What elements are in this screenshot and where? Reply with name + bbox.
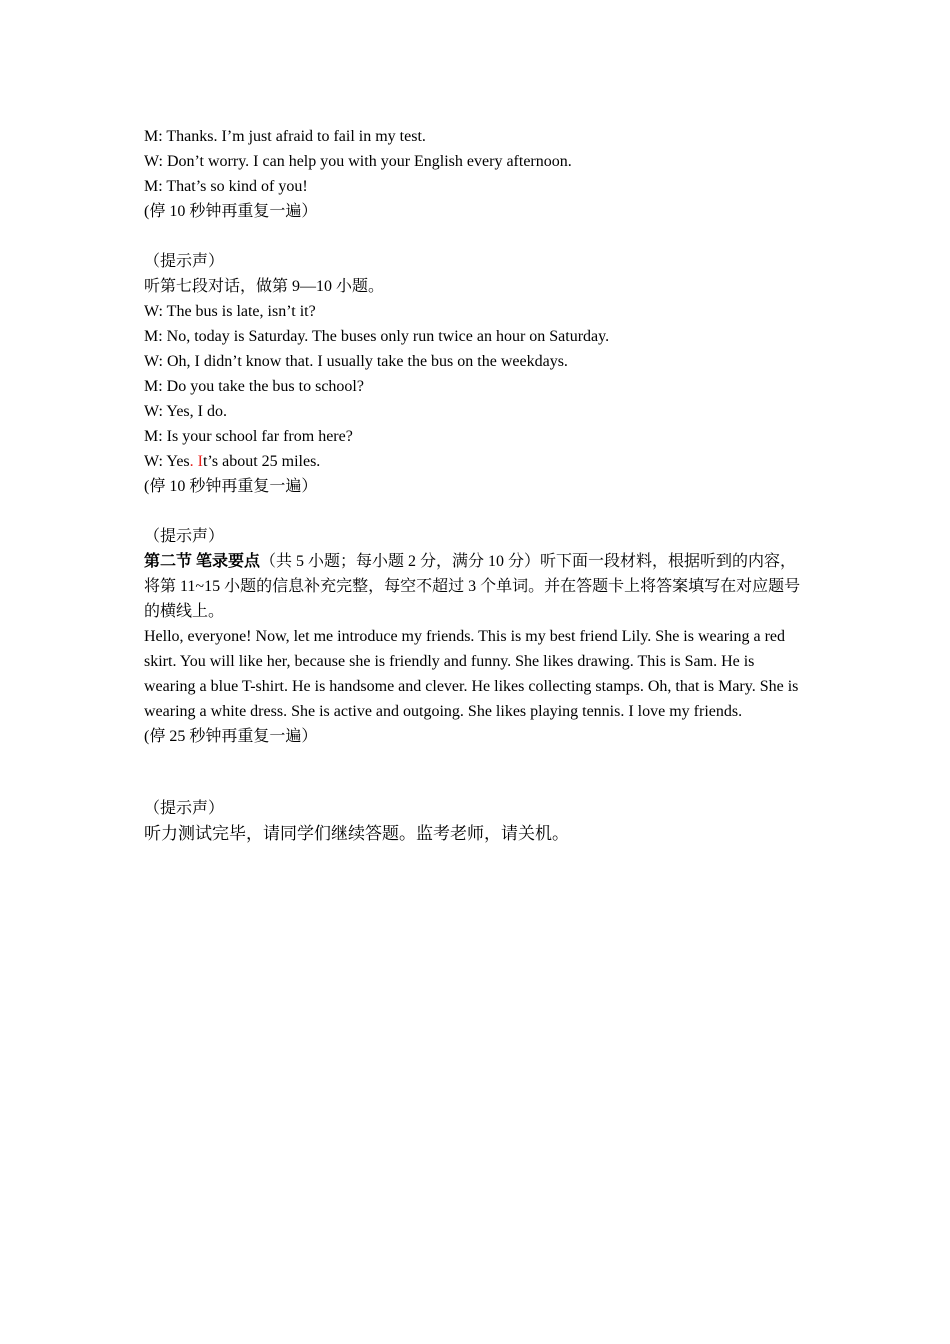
spacer: [144, 224, 809, 249]
dialogue-line: M: No, today is Saturday. The buses only run twice an hour on Saturday.: [144, 328, 610, 345]
dialogue-line: W: Oh, I didn’t know that. I usually take the bus on the weekdays.: [144, 353, 568, 370]
red-highlight: . I: [189, 453, 203, 470]
dialogue-line: W: Yes, I do.: [144, 403, 227, 420]
dialogue-line: M: That’s so kind of you!: [144, 178, 308, 195]
line-prefix: W: Yes: [144, 453, 190, 470]
closing-announcement: 听力测试完毕，请同学们继续答题。监考老师，请关机。: [144, 824, 569, 844]
pause-instruction: (停 10 秒钟再重复一遍）: [144, 203, 318, 220]
dialogue-line: M: Do you take the bus to school?: [144, 378, 364, 395]
dialogue-line: [144, 449, 809, 474]
dialogue-intro: 听第七段对话，做第 9—10 小题。: [144, 278, 385, 295]
dialogue-line: M: Is your school far from here?: [144, 428, 353, 445]
pause-instruction: (停 25 秒钟再重复一遍）: [144, 728, 318, 745]
section-heading: 第二节 笔录要点: [144, 553, 261, 570]
spacer: [144, 749, 809, 796]
section-instructions: [144, 549, 809, 624]
dialogue-line: W: Don’t worry. I can help you with your English every afternoon.: [144, 153, 572, 170]
spacer: [144, 499, 809, 524]
beep-cue: （提示声）: [144, 253, 225, 270]
dialogue-line: M: Thanks. I’m just afraid to fail in my test.: [144, 128, 426, 145]
dialogue-line: W: The bus is late, isn’t it?: [144, 303, 316, 320]
line-suffix: t’s about 25 miles.: [202, 453, 321, 470]
beep-cue: （提示声）: [144, 528, 225, 545]
beep-cue: （提示声）: [144, 800, 225, 817]
pause-instruction: (停 10 秒钟再重复一遍）: [144, 478, 318, 495]
transcript-page: [144, 124, 809, 847]
section-instructions-text: （共 5 小题；每小题 2 分，满分 10 分）听下面一段材料，根据听到的内容，将第 11~15 小题的信息补充完整，每空不超过 3 个单词。并在答题卡上将答案填写在对应题号的横线上。: [144, 553, 801, 620]
listening-passage: Hello, everyone! Now, let me introduce my friends. This is my best friend Lily. She is wearing a red skirt. You will like her, because she is friendly and funny. She likes drawing. This is Sam. He is wearing a blue T-shirt. He is handsome and clever. He likes collecting stamps. Oh, that is Mary. She is wearing a white dress. She is active and outgoing. She likes playing tennis. I love my friends.: [144, 628, 799, 720]
